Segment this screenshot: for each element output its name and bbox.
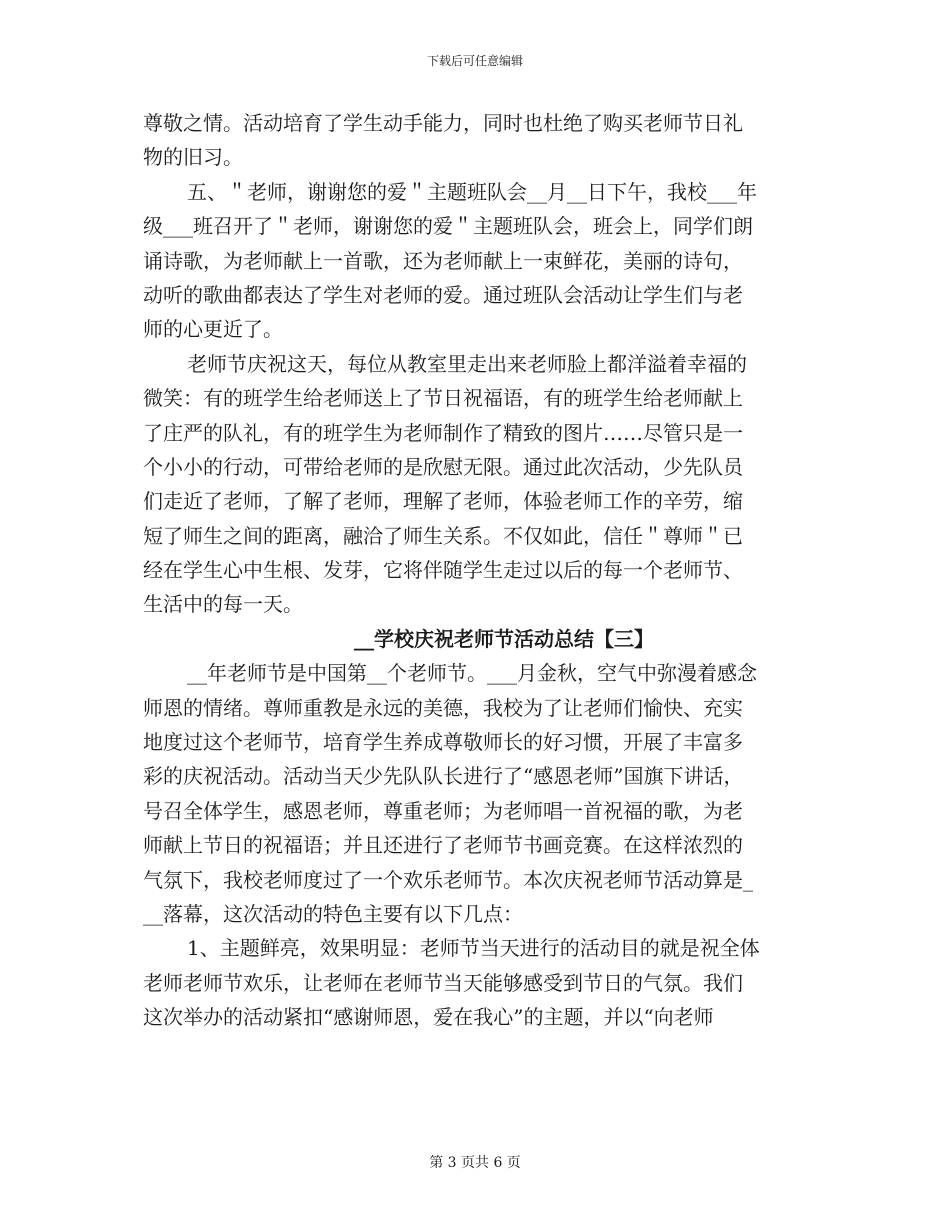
document-body — [143, 106, 815, 1035]
text-line: __年老师节是中国第__个老师节。___月金秋，空气中弥漫着感念 — [187, 661, 757, 686]
text-line: 了庄严的队礼，有的班学生为老师制作了精致的图片……尽管只是一 — [143, 420, 743, 445]
text-line: 1、主题鲜亮，效果明显：老师节当天进行的活动目的就是祝全体 — [187, 936, 760, 961]
text-line: 五、＂老师，谢谢您的爱＂主题班队会__月__日下午，我校___年 — [187, 179, 757, 204]
text-line: 短了师生之间的距离，融洽了师生关系。不仅如此，信任＂尊师＂已 — [143, 523, 743, 548]
text-line: 生活中的每一天。 — [143, 592, 303, 617]
text-line: 地度过这个老师节，培育学生养成尊敬师长的好习惯，开展了丰富多 — [143, 730, 743, 755]
text-line: 微笑：有的班学生给老师送上了节日祝福语，有的班学生给老师献上 — [143, 386, 743, 411]
text-line: 个小小的行动，可带给老师的是欣慰无限。通过此次活动，少先队员 — [143, 454, 743, 479]
text-line: 师的心更近了。 — [143, 317, 283, 342]
page-footer: 第 3 页共 6 页 — [429, 1155, 521, 1171]
text-line: __落幕，这次活动的特色主要有以下几点： — [143, 901, 523, 926]
page-header: 下载后可任意编辑 — [426, 54, 523, 68]
text-line: 师恩的情绪。尊师重教是永远的美德，我校为了让老师们愉快、充实 — [143, 695, 743, 720]
text-line: 物的旧习。 — [143, 145, 243, 170]
text-line: 尊敬之情。活动培育了学生动手能力，同时也杜绝了购买老师节日礼 — [143, 111, 743, 135]
text-line: 这次举办的活动紧扣“感谢师恩，爱在我心”的主题，并以“向老师 — [143, 1005, 714, 1030]
text-line: 气氛下，我校老师度过了一个欢乐老师节。本次庆祝老师节活动算是_ — [143, 867, 753, 892]
section-heading: __学校庆祝老师节活动总结【三】 — [354, 626, 654, 651]
text-line: 诵诗歌，为老师献上一首歌，还为老师献上一束鲜花，美丽的诗句， — [143, 248, 743, 273]
text-line: 师献上节日的祝福语；并且还进行了老师节书画竞赛。在这样浓烈的 — [143, 833, 743, 858]
text-line: 经在学生心中生根、发芽，它将伴随学生走过以后的每一个老师节、 — [143, 558, 743, 583]
text-line: 彩的庆祝活动。活动当天少先队队长进行了“感恩老师”国旗下讲话， — [143, 764, 744, 789]
text-line: 级___班召开了＂老师，谢谢您的爱＂主题班队会，班会上，同学们朗 — [143, 214, 753, 239]
text-line: 老师节庆祝这天，每位从教室里走出来老师脸上都洋溢着幸福的 — [187, 351, 747, 376]
text-line: 们走近了老师，了解了老师，理解了老师，体验老师工作的辛劳，缩 — [143, 489, 743, 514]
text-line: 动听的歌曲都表达了学生对老师的爱。通过班队会活动让学生们与老 — [143, 282, 743, 307]
text-line: 号召全体学生，感恩老师，尊重老师；为老师唱一首祝福的歌，为老 — [143, 798, 743, 823]
text-line: 老师老师节欢乐，让老师在老师节当天能够感受到节日的气氛。我们 — [143, 970, 743, 995]
